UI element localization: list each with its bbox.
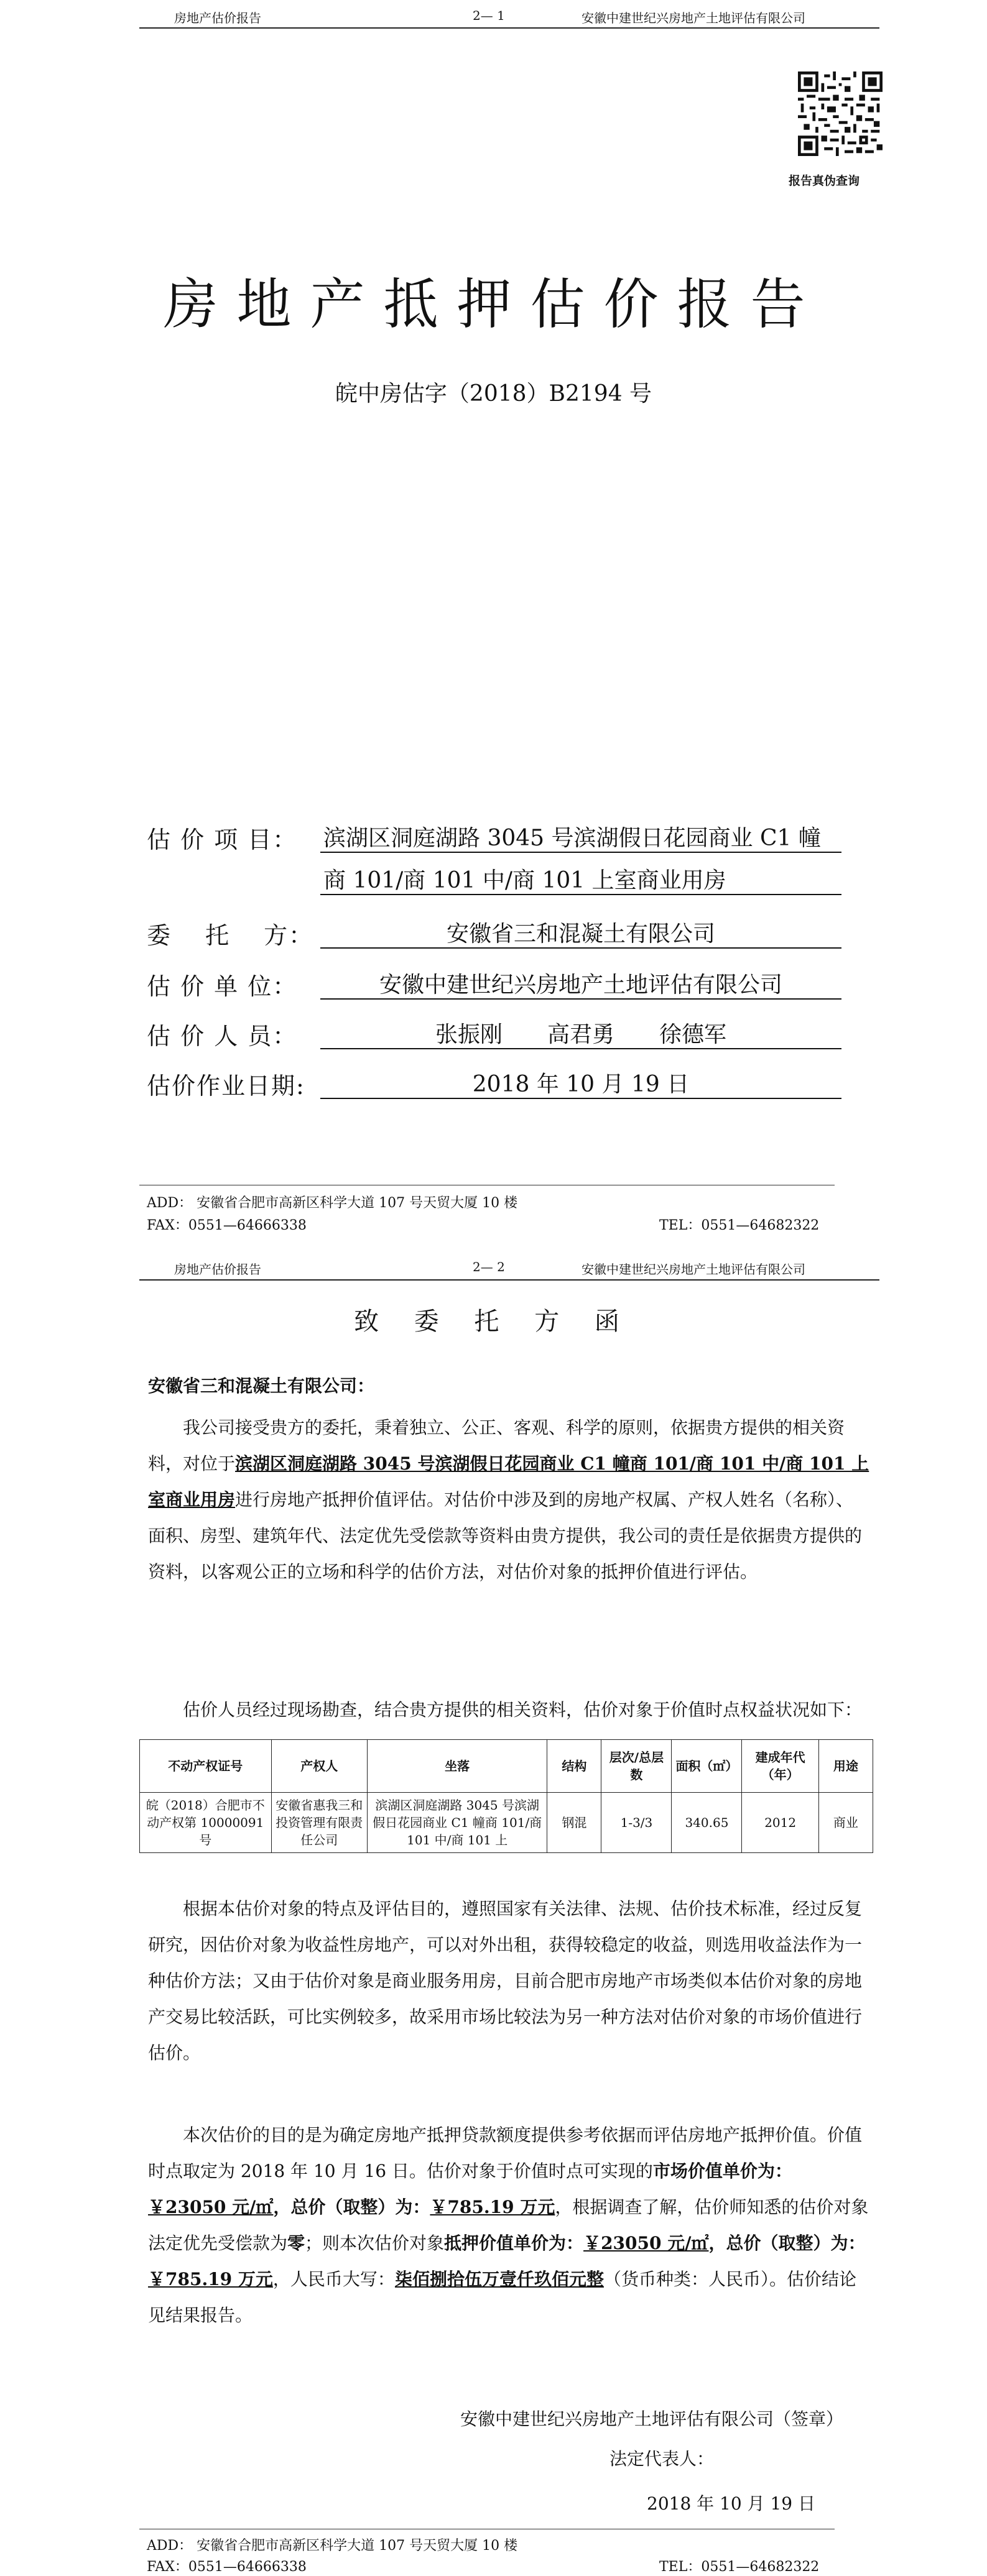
staff-label: 估 价 人 员：: [147, 1023, 298, 1050]
letter-date: 2018 年 10 月 19 日: [647, 2493, 816, 2514]
table-header-cell: 产权人: [271, 1740, 368, 1793]
unit-value: 安徽中建世纪兴房地产土地评估有限公司: [379, 972, 782, 998]
table-cell: 1-3/3: [601, 1793, 672, 1853]
table-header-row: [140, 1740, 873, 1793]
table-header-cell: 不动产权证号: [140, 1740, 272, 1793]
table-cell: 皖（2018）合肥市不动产权第 10000091 号: [140, 1793, 272, 1853]
project-label: 估 价 项 目：: [147, 826, 298, 853]
page2-footer-tel: TEL：0551—64682322: [659, 2559, 820, 2575]
page2-footer-fax: FAX：0551—64666338: [147, 2559, 307, 2575]
project-value-line2: 商 101/商 101 中/商 101 上室商业用房: [323, 868, 726, 893]
table-header-cell: 建成年代（年）: [742, 1740, 818, 1793]
table-cell: 钢混: [547, 1793, 601, 1853]
qr-caption: 报告真伪查询: [789, 174, 860, 188]
table-cell: 安徽省惠我三和投资管理有限责任公司: [271, 1793, 368, 1853]
letter-paragraph-1: 我公司接受贵方的委托，秉着独立、公正、客观、科学的原则，依据贵方提供的相关资料，对位于滨湖区洞庭湖路 3045 号滨湖假日花园商业 C1 幢商 101/商 101 中/商 101 上室商业用房进行房地产抵押价值评估。对估价中涉及到的房地产权属、产权人姓名（名称）、面积、房型、建筑年代、法定优先受偿款等资料由贵方提供，我公司的责任是依据贵方提供的资料，以客观公正的立场和科学的估价方法，对估价对象的抵押价值进行评估。: [148, 1417, 869, 1582]
client-underline: [320, 947, 841, 949]
page1-header-title: 房地产估价报告: [174, 11, 261, 25]
client-label: 委 托 方：: [147, 922, 314, 949]
page1-footer-address: ADD： 安徽省合肥市高新区科学大道 107 号天贸大厦 10 楼: [147, 1195, 518, 1211]
letter-signature-company: 安徽中建世纪兴房地产土地评估有限公司（签章）: [460, 2409, 844, 2429]
staff-underline: [320, 1048, 841, 1049]
unit-underline: [320, 998, 841, 1000]
letter-legal-representative: 法定代表人：: [609, 2449, 715, 2469]
table-header-cell: 层次/总层数: [601, 1740, 672, 1793]
project-value-line1: 滨湖区洞庭湖路 3045 号滨湖假日花园商业 C1 幢: [323, 826, 821, 851]
project-underline-2: [320, 894, 841, 895]
date-value: 2018 年 10 月 19 日: [472, 1072, 690, 1097]
page1-footer-fax: FAX：0551—64666338: [147, 1218, 307, 1233]
project-underline-1: [320, 852, 841, 853]
page1-header-page: 2— 1: [473, 8, 505, 23]
date-label: 估价作业日期:: [147, 1072, 305, 1100]
staff-value: 张振刚 高君勇 徐德军: [435, 1022, 726, 1047]
table-cell: 商业: [818, 1793, 873, 1853]
page1-header-company: 安徽中建世纪兴房地产土地评估有限公司: [582, 11, 805, 25]
page2-header-page: 2— 2: [473, 1259, 505, 1274]
page2-header-rule: [139, 1279, 879, 1281]
table-header-cell: 坐落: [368, 1740, 547, 1793]
table-cell: 2012: [742, 1793, 818, 1853]
letter-title: 致 委 托 方 函: [354, 1307, 633, 1336]
letter-paragraph-2: 估价人员经过现场勘查，结合贵方提供的相关资料，估价对象于价值时点权益状况如下：: [183, 1700, 863, 1720]
table-header-cell: 用途: [818, 1740, 873, 1793]
letter-paragraph-3: 根据本估价对象的特点及评估目的，遵照国家有关法律、法规、估价技术标准，经过反复研究，因估价对象为收益性房地产，可以对外出租，获得较稳定的收益，则选用收益法作为一种估价方法；又由于估价对象是商业服务用房，目前合肥市房地产市场类似本估价对象的房地产交易比较活跃，可比实例较多，故采用市场比较法为另一种方法对估价对象的市场价值进行估价。: [148, 1898, 863, 2063]
table-row: [140, 1793, 873, 1853]
unit-label: 估 价 单 位：: [147, 973, 298, 1000]
report-title: 房地产抵押估价报告: [163, 272, 824, 336]
client-value: 安徽省三和混凝土有限公司: [446, 921, 715, 947]
table-cell: 滨湖区洞庭湖路 3045 号滨湖假日花园商业 C1 幢商 101/商 101 中/商 101 上: [368, 1793, 547, 1853]
table-cell: 340.65: [672, 1793, 742, 1853]
letter-paragraph-4: 本次估价的目的是为确定房地产抵押贷款额度提供参考依据而评估房地产抵押价值。价值时点取定为 2018 年 10 月 16 日。估价对象于价值时点可实现的市场价值单价为：￥23050 元/㎡，总价（取整）为：￥785.19 万元，根据调查了解，估价师知悉的估价对象法定优先受偿款为零；则本次估价对象抵押价值单价为：￥23050 元/㎡，总价（取整）为：￥785.19 万元，人民币大写：柒佰捌拾伍万壹仟玖佰元整（货币种类：人民币）。估价结论见结果报告。: [148, 2125, 869, 2325]
page2-header-title: 房地产估价报告: [174, 1262, 261, 1277]
qr-code-icon: [798, 71, 883, 156]
table-header-cell: 面积（㎡）: [672, 1740, 742, 1793]
table-header-cell: 结构: [547, 1740, 601, 1793]
page1-header-rule: [139, 27, 879, 29]
property-rights-table: [139, 1739, 873, 1853]
report-number: 皖中房估字（2018）B2194 号: [335, 381, 652, 407]
page2-header-company: 安徽中建世纪兴房地产土地评估有限公司: [582, 1262, 805, 1277]
page1-footer-tel: TEL：0551—64682322: [659, 1218, 820, 1233]
date-underline: [320, 1098, 841, 1099]
page2-footer-address: ADD： 安徽省合肥市高新区科学大道 107 号天贸大厦 10 楼: [147, 2538, 518, 2554]
letter-salutation: 安徽省三和混凝土有限公司：: [148, 1376, 375, 1396]
